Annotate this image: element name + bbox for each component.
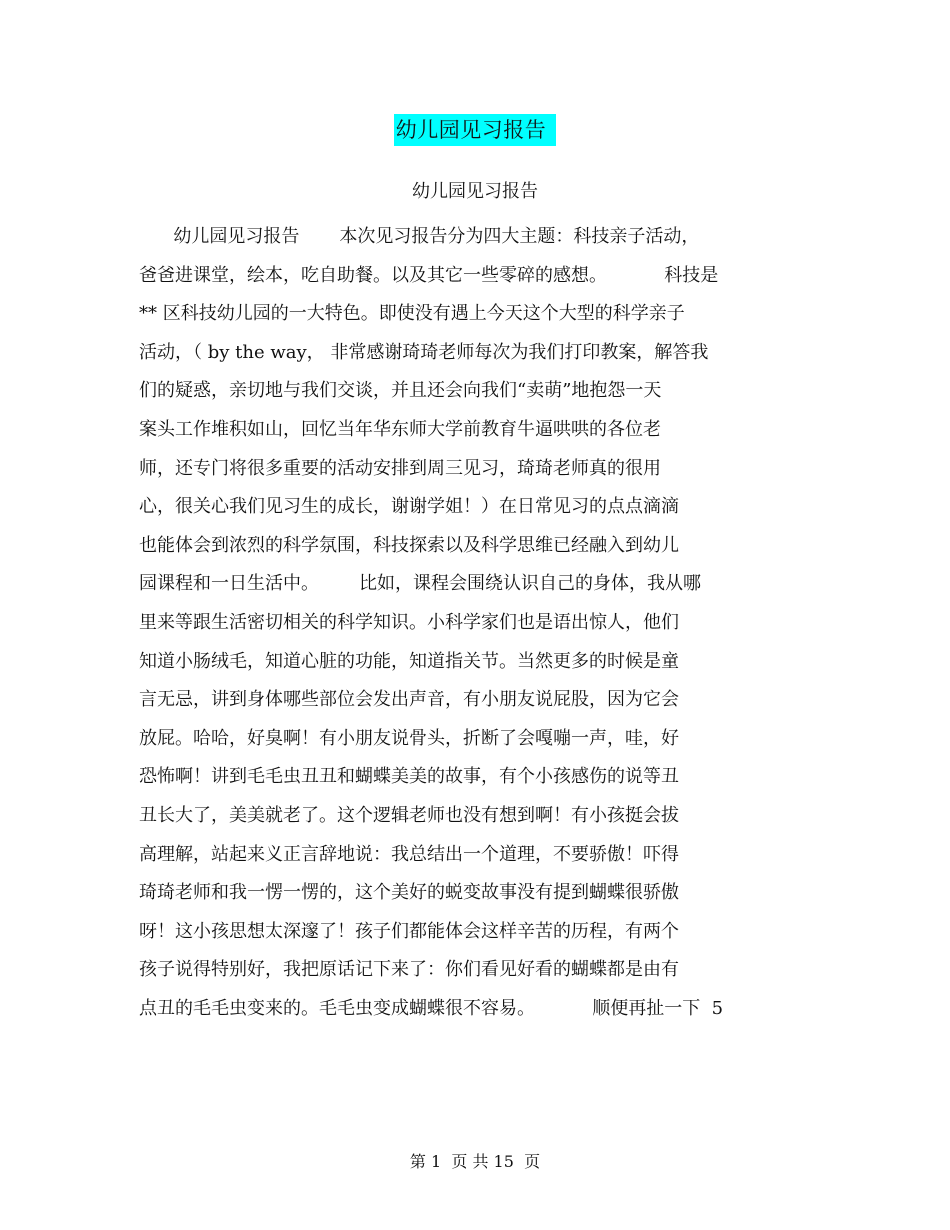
- text-line: 心，很关心我们见习生的成长，谢谢学姐！）在日常见习的点点滴滴: [139, 496, 679, 518]
- text-line: 放屁。哈哈，好臭啊！有小朋友说骨头，折断了会嘎嘣一声，哇，好: [139, 727, 679, 749]
- text-line: 幼儿园见习报告 本次见习报告分为四大主题：科技亲子活动，: [139, 226, 700, 247]
- text-line: 点丑的毛毛虫变来的。毛毛虫变成蝴蝶很不容易。 顺便再扯一下 5: [139, 997, 724, 1019]
- text-line: 琦琦老师和我一愣一愣的，这个美好的蜕变故事没有提到蝴蝶很骄傲: [139, 882, 679, 904]
- body-text: [139, 218, 799, 1028]
- document-title: 幼儿园见习报告: [394, 114, 557, 146]
- text-line: 们的疑惑，亲切地与我们交谈，并且还会向我们“卖萌”地抱怨一天: [139, 380, 662, 402]
- text-line: 高理解，站起来义正言辞地说：我总结出一个道理，不要骄傲！吓得: [139, 843, 679, 865]
- text-line: 爸爸进课堂，绘本，吃自助餐。以及其它一些零碎的感想。 科技是: [139, 264, 719, 286]
- text-line: ** 区科技幼儿园的一大特色。即使没有遇上今天这个大型的科学亲子: [139, 303, 685, 325]
- text-line: 恐怖啊！讲到毛毛虫丑丑和蝴蝶美美的故事，有个小孩感伤的说等丑: [139, 766, 679, 788]
- title-container: [0, 114, 950, 146]
- text-line: 活动，（ by the way， 非常感谢琦琦老师每次为我们打印教案，解答我: [139, 341, 709, 363]
- text-line: 丑长大了，美美就老了。这个逻辑老师也没有想到啊！有小孩挺会拔: [139, 804, 679, 826]
- page-number-footer: 第 1 页 共 15 页: [409, 1152, 541, 1171]
- text-line: 里来等跟生活密切相关的科学知识。小科学家们也是语出惊人，他们: [139, 611, 679, 633]
- text-line: 知道小肠绒毛，知道心脏的功能，知道指关节。当然更多的时候是童: [139, 650, 679, 672]
- text-line: 园课程和一日生活中。 比如，课程会围绕认识自己的身体，我从哪: [139, 573, 702, 595]
- text-line: 也能体会到浓烈的科学氛围，科技探索以及科学思维已经融入到幼儿: [139, 534, 679, 556]
- text-line: 师，还专门将很多重要的活动安排到周三见习，琦琦老师真的很用: [139, 457, 661, 479]
- text-line: 呀！这小孩思想太深邃了！孩子们都能体会这样辛苦的历程，有两个: [139, 920, 679, 942]
- text-line: 孩子说得特别好，我把原话记下来了：你们看见好看的蝴蝶都是由有: [139, 959, 679, 981]
- text-line: 言无忌，讲到身体哪些部位会发出声音，有小朋友说屁股，因为它会: [139, 689, 679, 711]
- text-line: 案头工作堆积如山，回忆当年华东师大学前教育牛逼哄哄的各位老: [139, 418, 661, 440]
- document-subtitle: 幼儿园见习报告: [412, 181, 538, 202]
